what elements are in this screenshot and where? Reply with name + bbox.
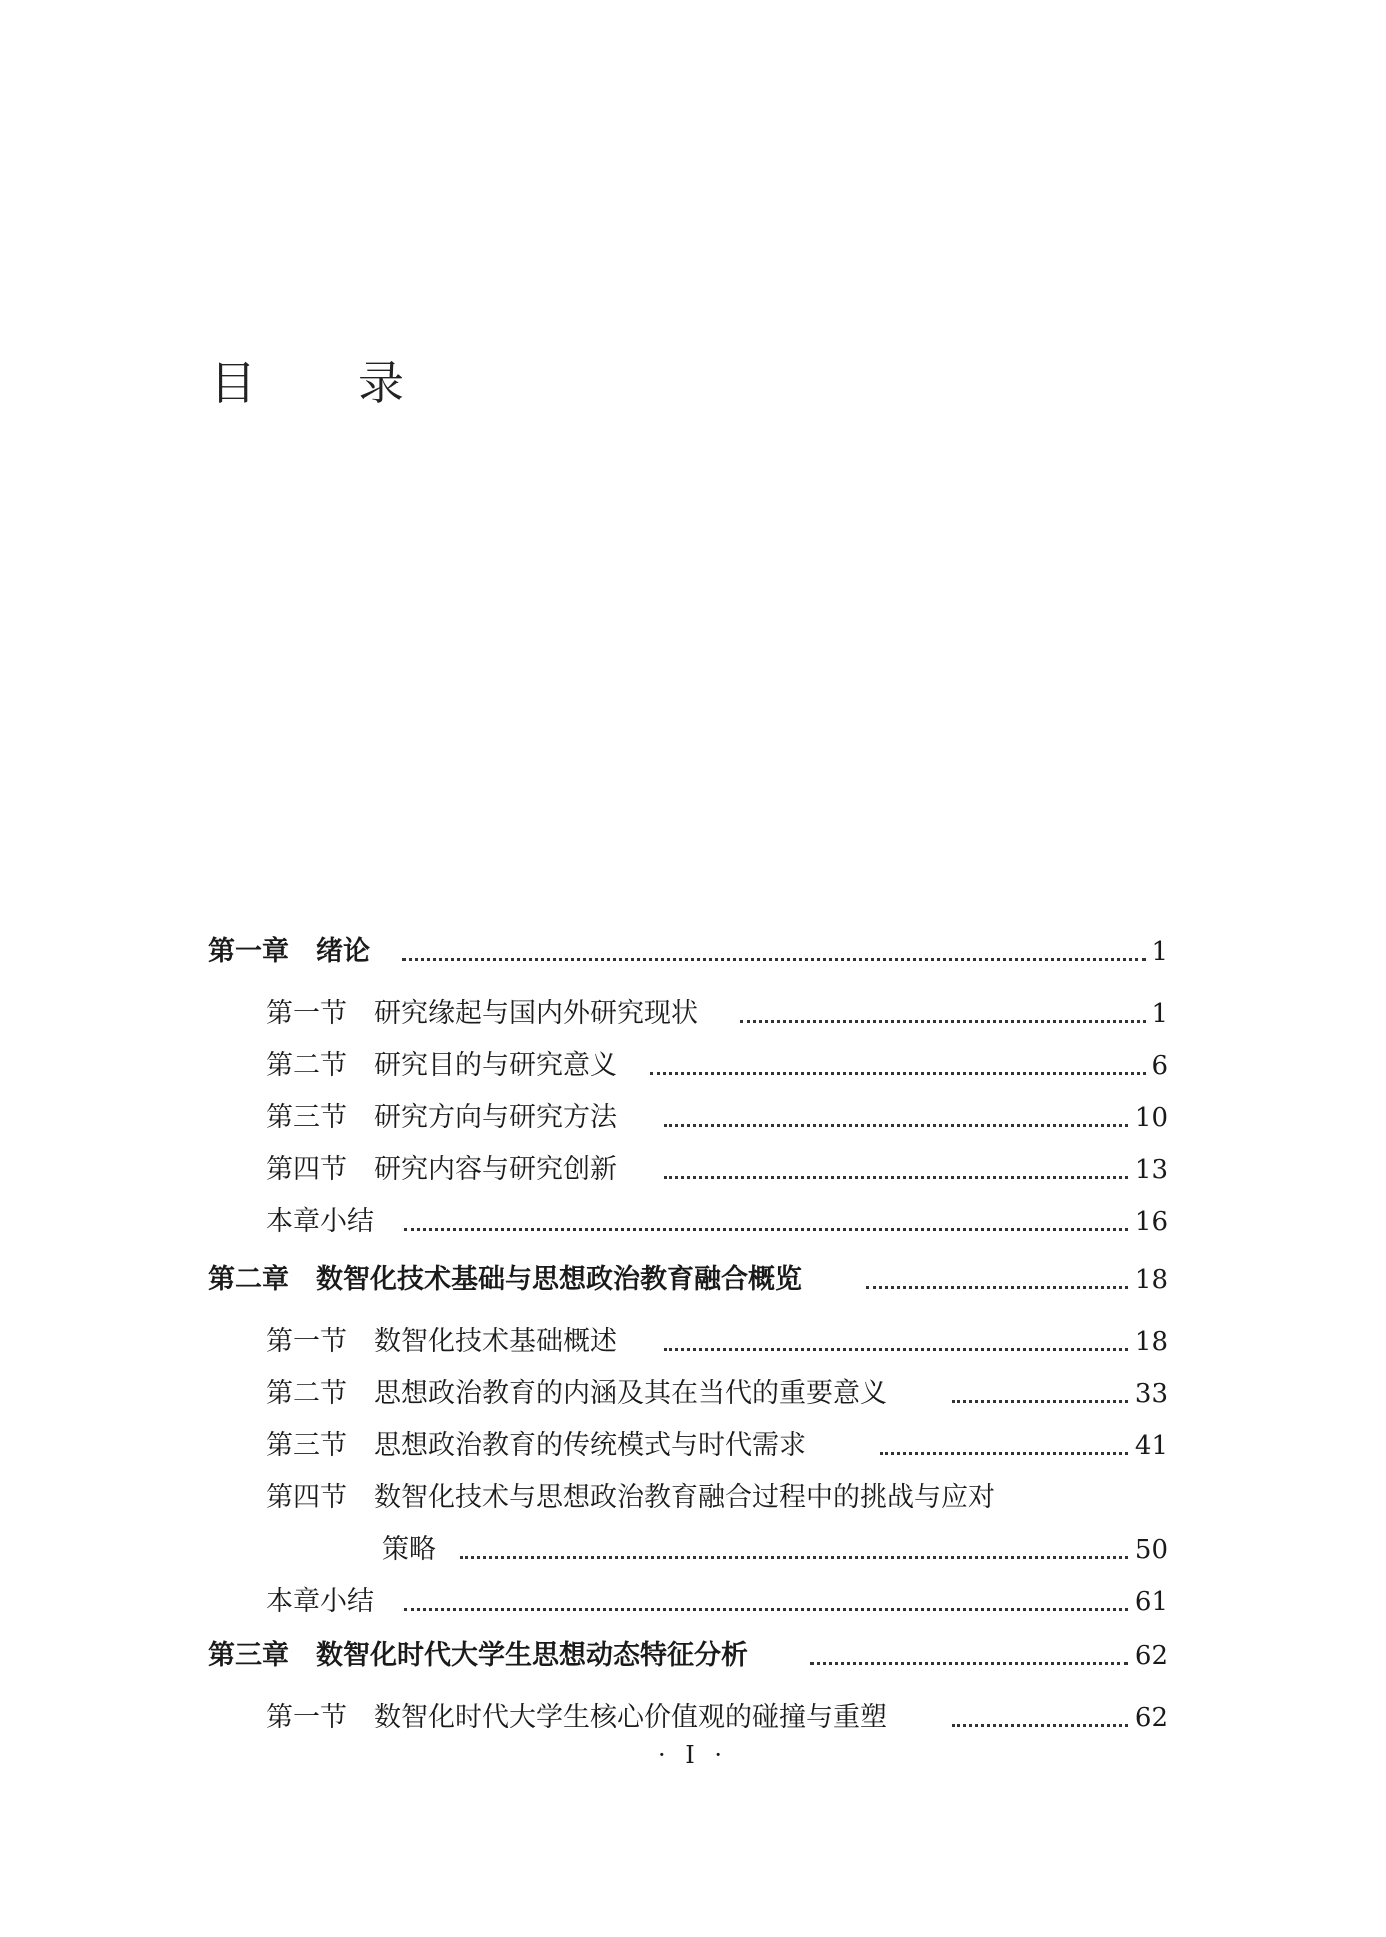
toc-section-1-1[interactable] [0,994,1386,1034]
page-number: 10 [1134,1103,1168,1133]
toc-chapter-3[interactable] [0,1636,1386,1676]
section-title: 数智化技术与思想政治教育融合过程中的挑战与应对 [374,1482,995,1513]
page-folio: · I · [658,1741,728,1769]
section-title: 研究目的与研究意义 [374,1050,617,1081]
page-number: 41 [1134,1431,1168,1461]
section-title: 研究方向与研究方法 [374,1102,617,1133]
dot-leader [664,1124,1128,1127]
section-number: 第二节 [266,1378,347,1409]
title-char-1: 目 [210,356,256,410]
dot-leader [664,1348,1128,1351]
toc-section-1-3[interactable] [0,1098,1386,1138]
dot-leader [866,1286,1128,1289]
page-number: 18 [1134,1265,1168,1295]
section-number: 第一节 [266,1702,347,1733]
page-number: 62 [1134,1641,1168,1671]
toc-section-2-2[interactable] [0,1374,1386,1414]
page-number: 6 [1151,1051,1168,1081]
chapter-number: 第三章 [208,1640,289,1671]
page-number: 1 [1151,937,1168,967]
chapter-title: 数智化技术基础与思想政治教育融合概览 [316,1264,802,1295]
chapter-number: 第二章 [208,1264,289,1295]
dot-leader [404,1608,1128,1611]
section-title: 思想政治教育的传统模式与时代需求 [374,1430,806,1461]
section-title: 数智化时代大学生核心价值观的碰撞与重塑 [374,1702,887,1733]
section-number: 第三节 [266,1430,347,1461]
section-title: 本章小结 [266,1206,374,1237]
dot-leader [402,958,1146,961]
toc-chapter-1[interactable] [0,932,1386,972]
dot-leader [880,1452,1128,1455]
section-title-continuation: 策略 [382,1534,436,1565]
toc-chapter-summary-1[interactable] [0,1202,1386,1242]
toc-section-3-1[interactable] [0,1698,1386,1738]
section-title: 研究内容与研究创新 [374,1154,617,1185]
page-number: 62 [1134,1703,1168,1733]
section-number: 第三节 [266,1102,347,1133]
section-number: 第四节 [266,1482,347,1513]
dot-leader [650,1072,1146,1075]
page-number: 33 [1134,1379,1168,1409]
dot-leader [952,1724,1128,1727]
toc-section-2-3[interactable] [0,1426,1386,1466]
toc-section-2-1[interactable] [0,1322,1386,1362]
section-number: 第一节 [266,998,347,1029]
chapter-number: 第一章 [208,936,289,967]
dot-leader [740,1020,1146,1023]
section-number: 第二节 [266,1050,347,1081]
section-number: 第一节 [266,1326,347,1357]
page-number: 61 [1134,1587,1168,1617]
section-title: 本章小结 [266,1586,374,1617]
toc-chapter-2[interactable] [0,1260,1386,1300]
page-number: 13 [1134,1155,1168,1185]
title-char-2: 录 [358,356,404,410]
chapter-title: 绪论 [316,936,370,967]
section-title: 数智化技术基础概述 [374,1326,617,1357]
dot-leader [460,1556,1128,1559]
page-number: 16 [1134,1207,1168,1237]
chapter-title: 数智化时代大学生思想动态特征分析 [316,1640,748,1671]
page-number: 18 [1134,1327,1168,1357]
page-number: 50 [1134,1535,1168,1565]
section-title: 研究缘起与国内外研究现状 [374,998,698,1029]
toc-chapter-summary-2[interactable] [0,1582,1386,1622]
section-title: 思想政治教育的内涵及其在当代的重要意义 [374,1378,887,1409]
dot-leader [404,1228,1128,1231]
dot-leader [664,1176,1128,1179]
toc-section-1-2[interactable] [0,1046,1386,1086]
section-number: 第四节 [266,1154,347,1185]
dot-leader [952,1400,1128,1403]
toc-section-2-4[interactable] [0,1478,1386,1570]
toc-section-1-4[interactable] [0,1150,1386,1190]
dot-leader [810,1662,1128,1665]
page-number: 1 [1151,999,1168,1029]
